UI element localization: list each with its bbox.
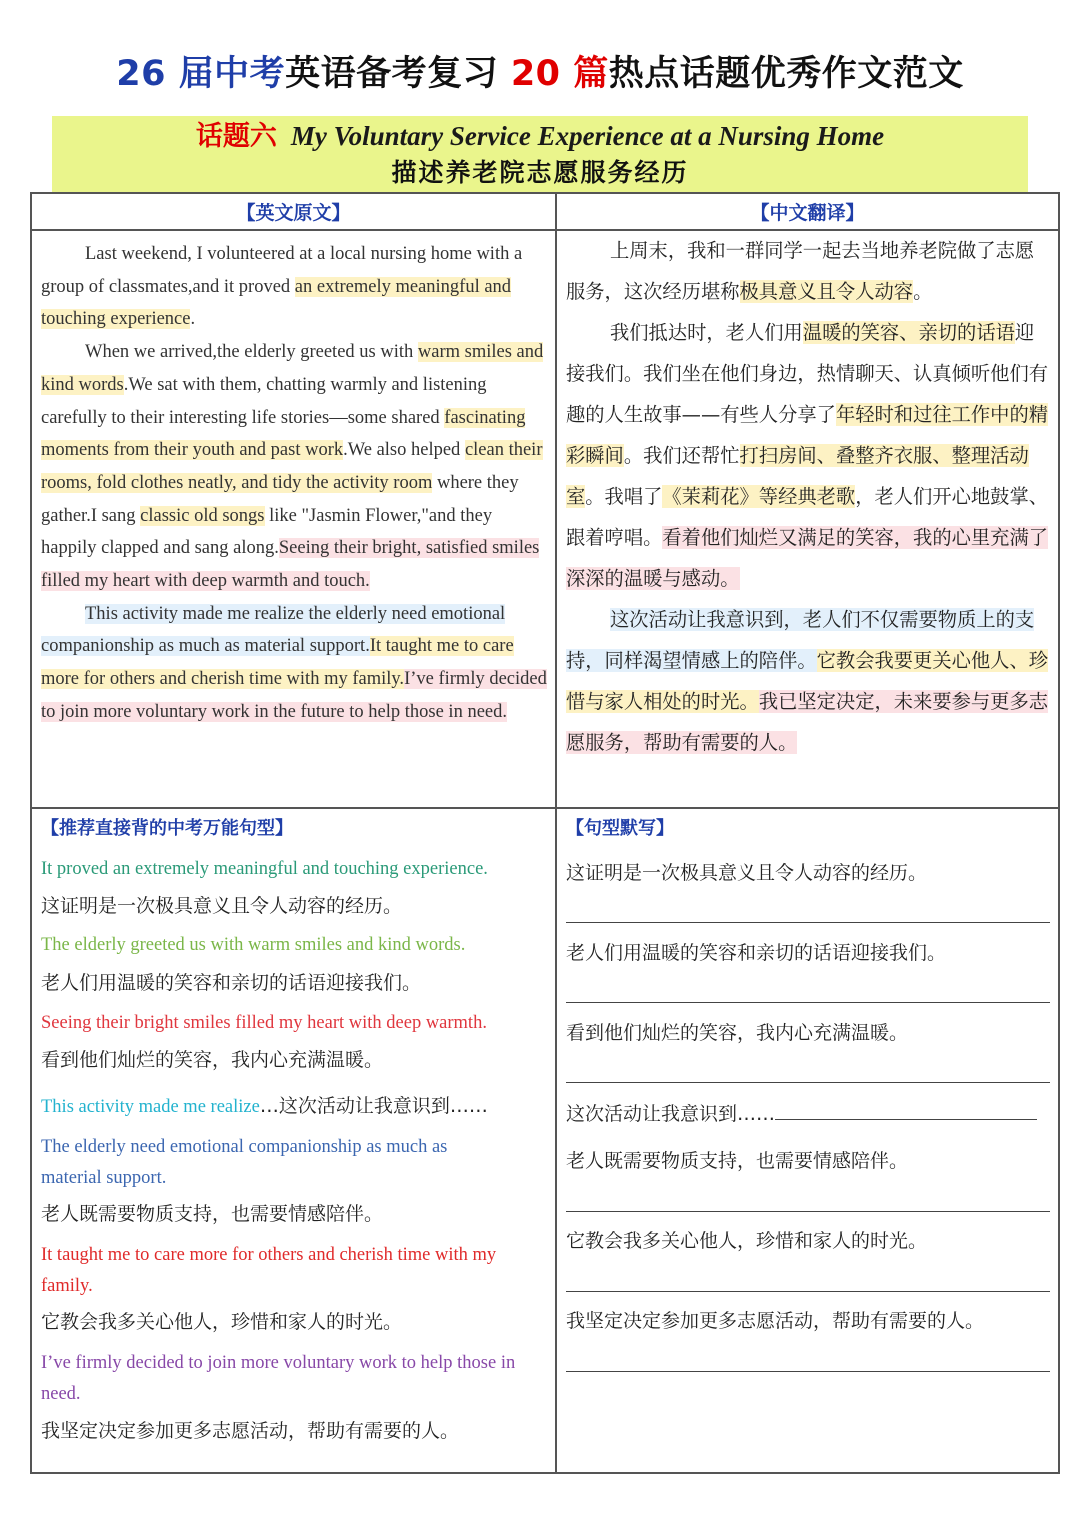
text-run: ，老人们开心地鼓掌、跟着哼唱。 (566, 485, 1049, 549)
sentence-en-5: The elderly need emotional companionship as much as material support. (41, 1137, 448, 1188)
chinese-paragraph-2 (566, 312, 1052, 599)
english-paragraph-2 (41, 336, 549, 598)
highlight-sentence: This activity made me realize the elderly need emotional companionship as much as material support. (41, 603, 506, 657)
sentence-en-1: It proved an extremely meaningful and touching experience. (41, 859, 488, 879)
sentence-en-2: The elderly greeted us with warm smiles and kind words. (41, 935, 466, 955)
english-essay (41, 238, 549, 729)
chinese-essay (566, 230, 1052, 763)
text-run: .We also helped (343, 440, 465, 461)
highlight-sentence: Seeing their bright, satisfied smiles filled my heart with deep warmth and touch. (41, 538, 540, 592)
text-run: 。我们还帮忙 (623, 444, 740, 467)
sentence-en-4: This activity made me realize (41, 1097, 260, 1117)
sentence-zh-1: 这证明是一次极具意义且令人动容的经历。 (41, 895, 403, 917)
title-part-1: 26 届中考 (116, 54, 286, 94)
column-divider (555, 192, 557, 1474)
dictation-prompt-5: 老人既需要物质支持，也需要情感陪伴。 (566, 1150, 909, 1172)
english-paragraph-3 (41, 598, 549, 729)
highlight-sentence: I’ve firmly decided to join more voluntary work in the future to help those in need. (41, 669, 547, 722)
sentence-4 (41, 1091, 541, 1123)
title-part-3: 20 篇 (510, 54, 609, 94)
text-run: 迎接我们。我们坐在他们身边，热情聊天、认真倾听他们有趣的人生故事——有些人分享了 (566, 321, 1049, 426)
text-run: When we arrived,the elderly greeted us with (85, 342, 418, 363)
text-run: 。我唱了 (585, 485, 663, 508)
section-divider (30, 807, 1060, 809)
sentence-zh-3: 看到他们灿烂的笑容，我内心充满温暖。 (41, 1049, 384, 1071)
highlight-phrase: warm smiles and kind words (41, 342, 544, 395)
answer-line-6[interactable] (566, 1291, 1050, 1292)
dictation-prompt-3: 看到他们灿烂的笑容，我内心充满温暖。 (566, 1022, 909, 1044)
sentence-en-6: It taught me to care more for others and cherish time with my family. (41, 1245, 497, 1296)
text-run: like "Jasmin Flower,"and they happily clapped and sang along. (41, 505, 493, 559)
title-part-5: 优秀作文范文 (750, 54, 964, 94)
highlight-phrase: classic old songs (140, 505, 265, 526)
dictation-prompt-2: 老人们用温暖的笑容和亲切的话语迎接我们。 (566, 942, 947, 964)
highlight-phrase: 《茉莉花》等经典老歌 (662, 485, 856, 508)
title-part-2: 英语备考复习 (285, 54, 511, 94)
highlight-sentence: 看着他们灿烂又满足的笑容，我的心里充满了深深的温暖与感动。 (566, 526, 1049, 590)
answer-blank-4[interactable] (775, 1099, 1037, 1120)
chinese-paragraph-3 (566, 599, 1052, 763)
sentence-en-3: Seeing their bright smiles filled my heart with deep warmth. (41, 1013, 487, 1033)
header-recommended-sentences: 【推荐直接背的中考万能句型】 (41, 818, 293, 839)
answer-line-7[interactable] (566, 1371, 1050, 1372)
highlight-sentence: It taught me to care more for others and cherish time with my family. (41, 636, 514, 690)
sentence-zh-4: …这次活动让我意识到…… (259, 1095, 488, 1117)
dictation-prompt-4 (566, 1099, 1050, 1128)
highlight-phrase: 温暖的笑容、亲切的话语 (802, 321, 1015, 344)
sentence-en-7: I’ve firmly decided to join more voluntary work to help those in need. (41, 1353, 516, 1404)
text-run: .We sat with them, chatting warmly and listening carefully to their interesting life stories—some shared (41, 374, 487, 428)
text-run: 。 (913, 280, 933, 303)
answer-line-1[interactable] (566, 922, 1050, 923)
highlight-sentence: 我已坚定决定，未来要参与更多志愿服务，帮助有需要的人。 (566, 690, 1049, 754)
english-title: My Voluntary Service Experience at a Nursing Home (290, 121, 885, 151)
text-run: 上周末，我和一群同学一起去当地养老院做了志愿服务，这次经历堪称 (566, 239, 1035, 303)
text-run: Last weekend, I volunteered at a local nursing home with a group of classmates,and it proved (41, 244, 523, 297)
text-run: where they gather.I sang (41, 472, 519, 526)
banner-line-1 (52, 118, 1028, 155)
highlight-phrase: 年轻时和过往工作中的精彩瞬间 (566, 403, 1049, 467)
header-english-original: 【英文原文】 (236, 202, 351, 224)
header-chinese-translation: 【中文翻译】 (750, 202, 865, 224)
dictation-prompt-1: 这证明是一次极具意义且令人动容的经历。 (566, 862, 928, 884)
highlight-phrase: 打扫房间、叠整齐衣服、整理活动室 (566, 444, 1029, 508)
highlight-sentence: 它教会我要更关心他人、珍惜与家人相处的时光。 (566, 649, 1049, 713)
sentence-zh-5: 老人既需要物质支持，也需要情感陪伴。 (41, 1203, 384, 1225)
sentence-zh-7: 我坚定决定参加更多志愿活动，帮助有需要的人。 (41, 1420, 460, 1442)
highlight-phrase: clean their rooms, fold clothes neatly, and tidy the activity room (41, 440, 543, 493)
dictation-prompt-7: 我坚定决定参加更多志愿活动，帮助有需要的人。 (566, 1310, 985, 1332)
dictation-prompt-6: 它教会我多关心他人，珍惜和家人的时光。 (566, 1230, 928, 1252)
chinese-title: 描述养老院志愿服务经历 (391, 158, 689, 187)
answer-line-3[interactable] (566, 1082, 1050, 1083)
text-run: . (190, 309, 196, 330)
highlight-phrase: fascinating moments from their youth and past work (41, 407, 526, 461)
highlight-phrase: 极具意义且令人动容 (739, 280, 914, 303)
sentence-zh-6: 它教会我多关心他人，珍惜和家人的时光。 (41, 1311, 403, 1333)
highlight-sentence: 这次活动让我意识到，老人们不仅需要物质上的支持，同样渴望情感上的陪伴。 (566, 608, 1035, 672)
highlight-phrase: an extremely meaningful and touching experience (41, 276, 512, 330)
header-dictation: 【句型默写】 (566, 818, 674, 839)
dictation-prompt-4-text: 这次活动让我意识到…… (566, 1103, 776, 1125)
answer-line-2[interactable] (566, 1002, 1050, 1003)
sentence-zh-2: 老人们用温暖的笑容和亲切的话语迎接我们。 (41, 972, 422, 994)
title-part-4: 热点话题 (608, 54, 751, 94)
topic-label: 话题六 (195, 121, 277, 152)
answer-line-5[interactable] (566, 1211, 1050, 1212)
topic-banner (52, 116, 1028, 192)
text-run: 我们抵达时，老人们用 (610, 321, 803, 344)
page-title (0, 48, 1080, 100)
chinese-paragraph-1 (566, 230, 1052, 312)
english-paragraph-1 (41, 238, 549, 336)
